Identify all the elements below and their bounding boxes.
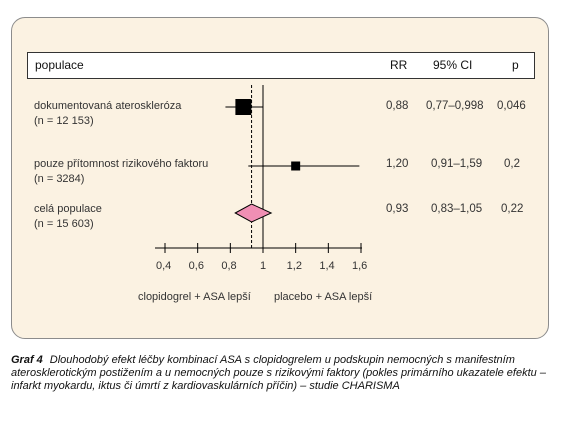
left-favors-label: clopidogrel + ASA lepší	[138, 291, 251, 303]
x-tick-label: 1,6	[352, 260, 368, 272]
rr-value: 0,93	[386, 203, 409, 215]
ci-value: 0,83–1,05	[431, 203, 483, 215]
x-tick-label: 0,6	[188, 260, 204, 272]
caption-text: Dlouhodobý efekt léčby kombinací ASA s clopidogrelem u podskupin nemocných s manifestním aterosklerotickým postižením a u nemocných pouze s rizikovými faktory (pokles primárního ukazatele efektu – infarkt myokardu, iktus či úmrtí z kardiovaskulárních příčin) – studie CHARISMA	[11, 354, 546, 392]
ci-value: 0,77–0,998	[426, 100, 484, 112]
p-value: 0,2	[504, 158, 520, 170]
point-marker	[235, 99, 251, 115]
x-tick-label: 1	[260, 260, 267, 272]
rr-value: 0,88	[386, 100, 409, 112]
overall-diamond	[235, 204, 271, 222]
row-label-line1: pouze přítomnost rizikového faktoru	[34, 158, 209, 170]
ci-value: 0,91–1,59	[431, 158, 483, 170]
row-label-line2: (n = 12 153)	[34, 115, 94, 127]
header-rr: RR	[390, 58, 408, 72]
right-favors-label: placebo + ASA lepší	[274, 291, 373, 303]
figure-caption	[11, 354, 559, 393]
caption-number: Graf 4	[11, 354, 43, 366]
header-ci: 95% CI	[433, 58, 473, 72]
header-p: p	[512, 58, 519, 72]
row-label-line1: celá populace	[34, 203, 102, 215]
p-value: 0,22	[501, 203, 524, 215]
row-label-line1: dokumentovaná ateroskleróza	[34, 100, 182, 112]
rr-value: 1,20	[386, 158, 409, 170]
x-tick-label: 0,4	[156, 260, 172, 272]
header-population: populace	[35, 58, 84, 72]
x-tick-label: 1,4	[319, 260, 335, 272]
point-marker	[291, 162, 300, 171]
row-label-line2: (n = 3284)	[34, 173, 85, 185]
x-tick-label: 0,8	[221, 260, 237, 272]
p-value: 0,046	[497, 100, 526, 112]
row-label-line2: (n = 15 603)	[34, 218, 94, 230]
x-tick-label: 1,2	[286, 260, 302, 272]
